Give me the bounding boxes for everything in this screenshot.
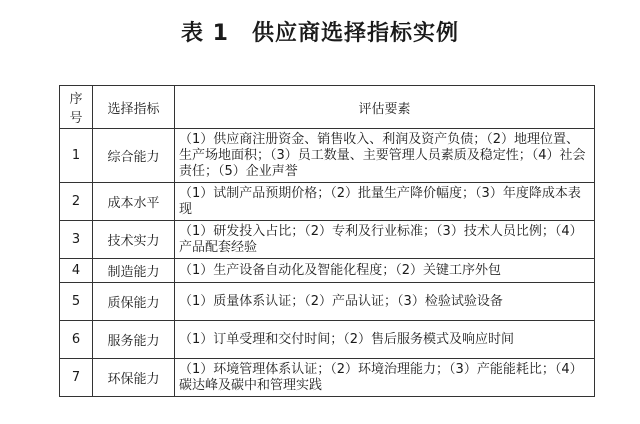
row-elements: （1）环境管理体系认证；（2）环境治理能力；（3）产能能耗比；（4）碳达峰及碳中和管理实践 (175, 359, 595, 397)
row-indicator: 质保能力 (93, 283, 175, 321)
row-indicator: 制造能力 (93, 259, 175, 283)
row-elements: （1）生产设备自动化及智能化程度；（2）关键工序外包 (175, 259, 595, 283)
header-number: 序号 (60, 86, 93, 129)
row-elements: （1）质量体系认证；（2）产品认证；（3）检验试验设备 (175, 283, 595, 321)
table-row (60, 129, 595, 183)
row-number: 7 (60, 359, 93, 397)
table-row (60, 259, 595, 283)
table-row (60, 183, 595, 221)
header-indicator: 选择指标 (93, 86, 175, 129)
row-number: 5 (60, 283, 93, 321)
table-row (60, 359, 595, 397)
table-header-row (60, 86, 595, 129)
row-indicator: 技术实力 (93, 221, 175, 259)
row-indicator: 服务能力 (93, 321, 175, 359)
table-row (60, 283, 595, 321)
row-elements: （1）订单受理和交付时间；（2）售后服务模式及响应时间 (175, 321, 595, 359)
row-elements: （1）试制产品预期价格；（2）批量生产降价幅度；（3）年度降成本表现 (175, 183, 595, 221)
row-number: 4 (60, 259, 93, 283)
row-number: 1 (60, 129, 93, 183)
table-row (60, 221, 595, 259)
row-elements: （1）供应商注册资金、销售收入、利润及资产负债；（2）地理位置、生产场地面积；（3）员工数量、主要管理人员素质及稳定性；（4）社会责任；（5）企业声誉 (175, 129, 595, 183)
table-row (60, 321, 595, 359)
row-number: 3 (60, 221, 93, 259)
row-indicator: 综合能力 (93, 129, 175, 183)
supplier-indicator-table (59, 85, 595, 397)
row-number: 6 (60, 321, 93, 359)
header-elements: 评估要素 (175, 86, 595, 129)
row-elements: （1）研发投入占比；（2）专利及行业标准；（3）技术人员比例；（4）产品配套经验 (175, 221, 595, 259)
row-indicator: 环保能力 (93, 359, 175, 397)
table-title: 表 1 供应商选择指标实例 (181, 21, 459, 46)
row-number: 2 (60, 183, 93, 221)
row-indicator: 成本水平 (93, 183, 175, 221)
